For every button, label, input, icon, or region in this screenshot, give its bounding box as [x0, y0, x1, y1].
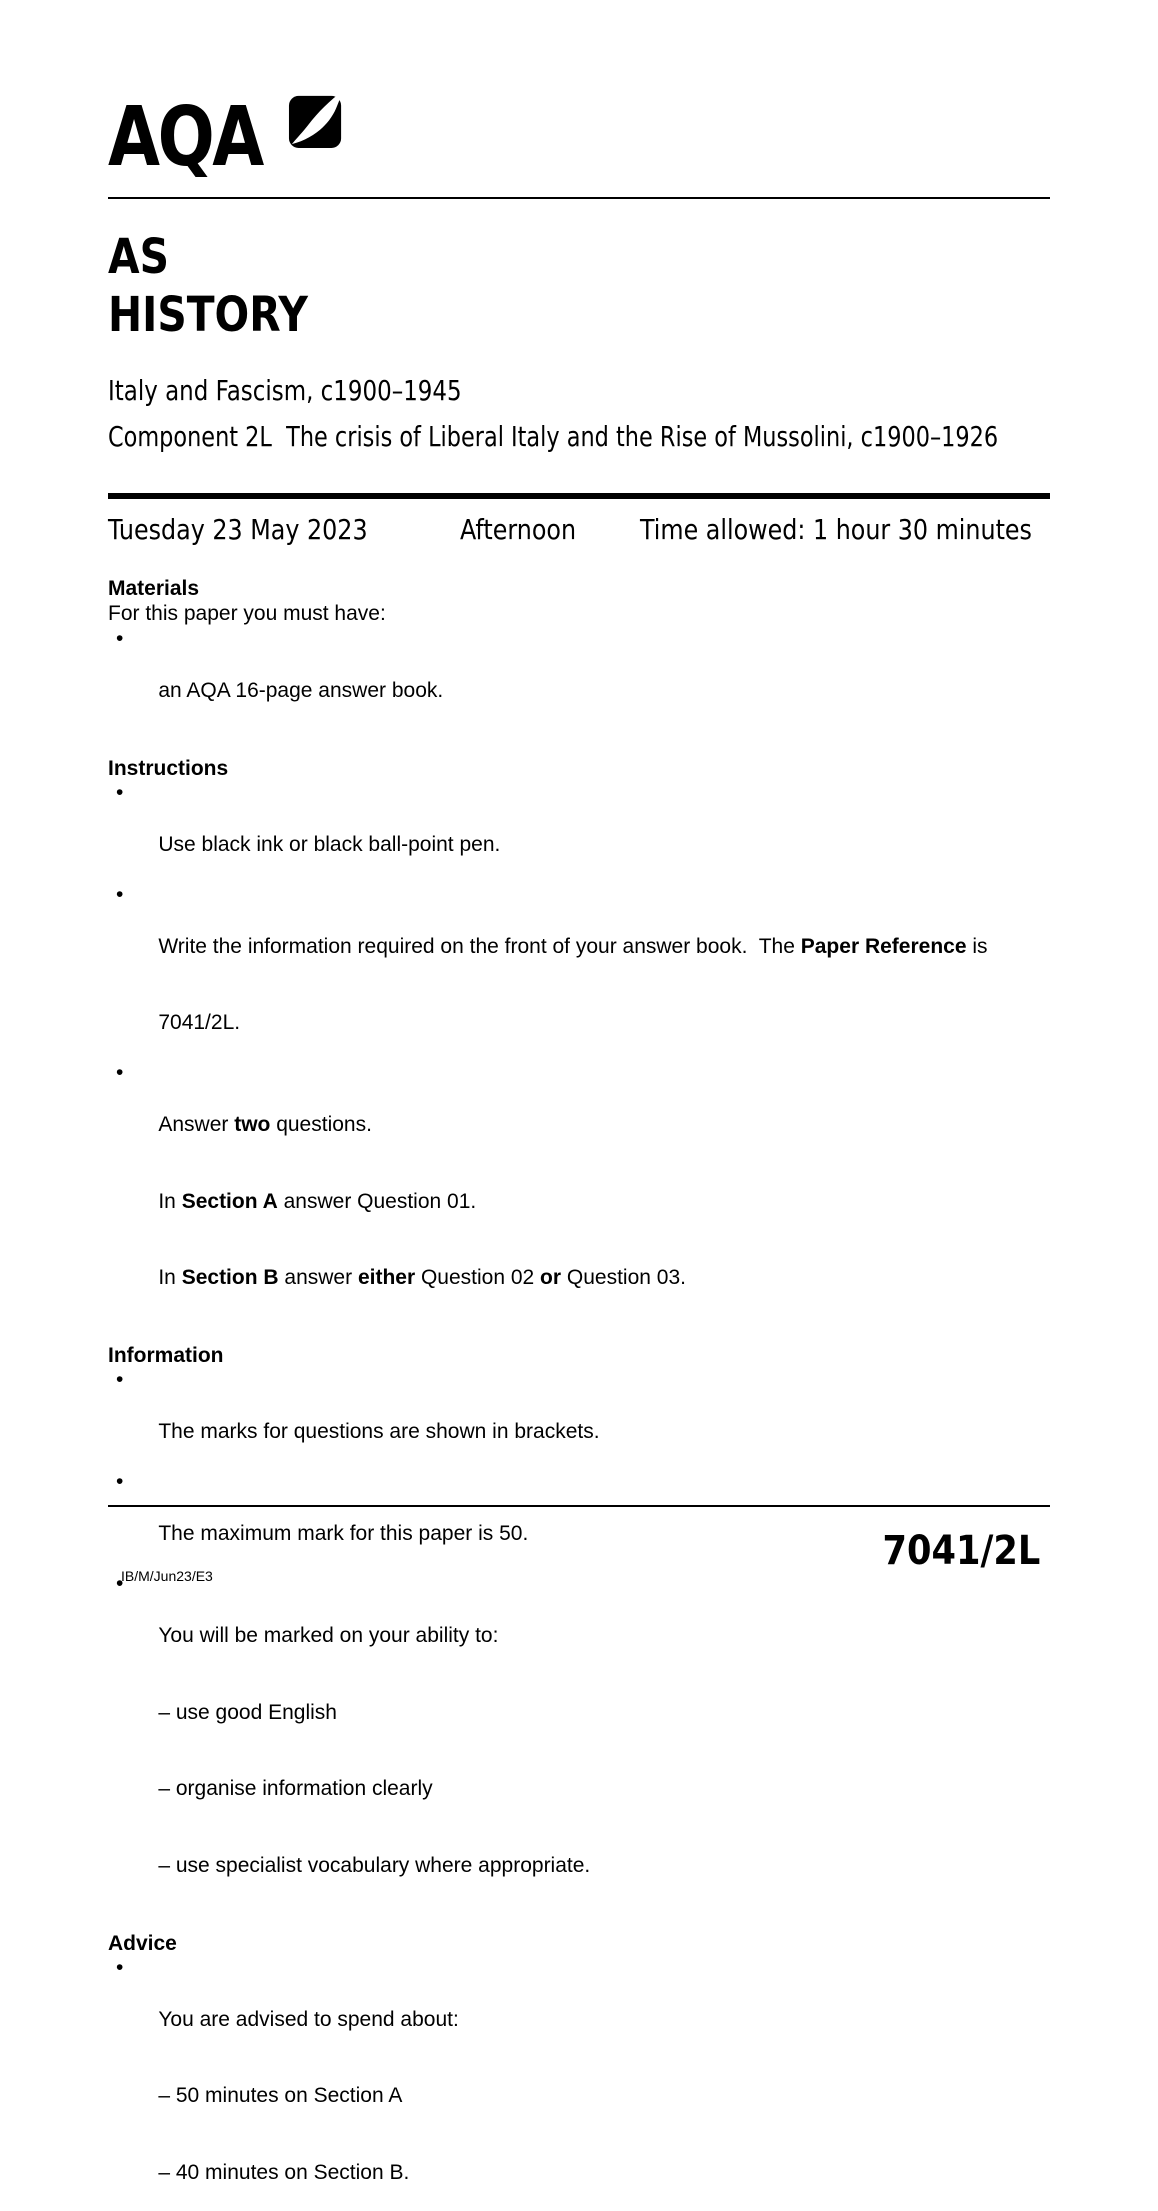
- qualification-title: AS: [108, 229, 169, 285]
- advice-subitem: [108, 2058, 1050, 2135]
- instructions-item-text: Use black ink or black ball-point pen.: [158, 832, 501, 856]
- bullet-marker: •: [116, 1061, 124, 1084]
- information-item: [108, 1572, 1050, 1674]
- information-item: [108, 1368, 1050, 1470]
- instructions-item-continuation: [108, 985, 1050, 1062]
- bullet-marker: •: [116, 1470, 124, 1493]
- information-item-text: The marks for questions are shown in brackets.: [158, 1420, 600, 1443]
- information-subitem: [108, 1674, 1050, 1751]
- materials-heading: Materials: [108, 577, 200, 600]
- information-subitem: [108, 1751, 1050, 1828]
- session-row: [108, 513, 1050, 549]
- advice-heading: Advice: [108, 1931, 177, 1955]
- materials-item: [108, 627, 1050, 729]
- header-divider: [108, 197, 1050, 199]
- instructions-item-text: In Section A answer Question 01.: [158, 1189, 477, 1213]
- instructions-item: [108, 1061, 1050, 1163]
- aqa-logo: [108, 85, 1050, 186]
- exam-date: Tuesday 23 May 2023: [108, 513, 368, 546]
- aqa-logo-text: AQA: [108, 90, 262, 186]
- aqa-leaf-icon: [288, 91, 344, 149]
- instructions-item: [108, 883, 1050, 985]
- footer-exam-code: IB/M/Jun23/E3: [121, 1568, 213, 1584]
- advice-item-text: You are advised to spend about:: [158, 2007, 459, 2031]
- bullet-marker: •: [116, 1572, 124, 1595]
- bullet-marker: •: [116, 626, 124, 650]
- information-item-text: You will be marked on your ability to:: [158, 1624, 499, 1647]
- bullet-marker: •: [116, 1368, 124, 1391]
- topic-line: Italy and Fascism, c1900–1945: [108, 374, 462, 407]
- advice-item: [108, 1956, 1050, 2058]
- component-line: Component 2L The crisis of Liberal Italy and the Rise of Mussolini, c1900–1926: [108, 420, 999, 453]
- title-divider: [108, 493, 1050, 499]
- exam-sitting: Afternoon: [460, 513, 577, 546]
- instructions-item-text: 7041/2L.: [158, 1011, 241, 1034]
- information-item-text: – use good English: [158, 1700, 337, 1724]
- instructions-item-text: Answer two questions.: [158, 1113, 372, 1136]
- bullet-marker: •: [116, 1955, 124, 1979]
- information-heading: Information: [108, 1344, 224, 1367]
- information-item-text: The maximum mark for this paper is 50.: [158, 1522, 529, 1545]
- instructions-item-continuation: [108, 1240, 1050, 1317]
- instructions-item-text: In Section B answer either Question 02 or Question 03.: [158, 1266, 686, 1289]
- subject-title: HISTORY: [108, 287, 308, 343]
- instructions-item-continuation: [108, 1163, 1050, 1240]
- materials-intro: For this paper you must have:: [108, 602, 386, 625]
- advice-item-text: – 50 minutes on Section A: [158, 2084, 403, 2107]
- advice-subitem: [108, 2134, 1050, 2211]
- information-subitem: [108, 1827, 1050, 1904]
- footer-divider: [108, 1505, 1050, 1507]
- instructions-heading: Instructions: [108, 756, 229, 780]
- bullet-marker: •: [116, 780, 124, 804]
- instructions-item: [108, 781, 1050, 883]
- information-item-text: – organise information clearly: [158, 1777, 433, 1800]
- instructions-item-text: Write the information required on the front of your answer book. The Paper Reference is: [158, 934, 988, 958]
- footer-paper-reference: 7041/2L: [882, 1528, 1040, 1574]
- advice-item-text: – 40 minutes on Section B.: [158, 2160, 410, 2184]
- information-item-text: – use specialist vocabulary where appropriate.: [158, 1853, 591, 1877]
- materials-item-text: an AQA 16-page answer book.: [158, 678, 444, 702]
- bullet-marker: •: [116, 882, 124, 906]
- time-allowed: Time allowed: 1 hour 30 minutes: [640, 513, 1032, 546]
